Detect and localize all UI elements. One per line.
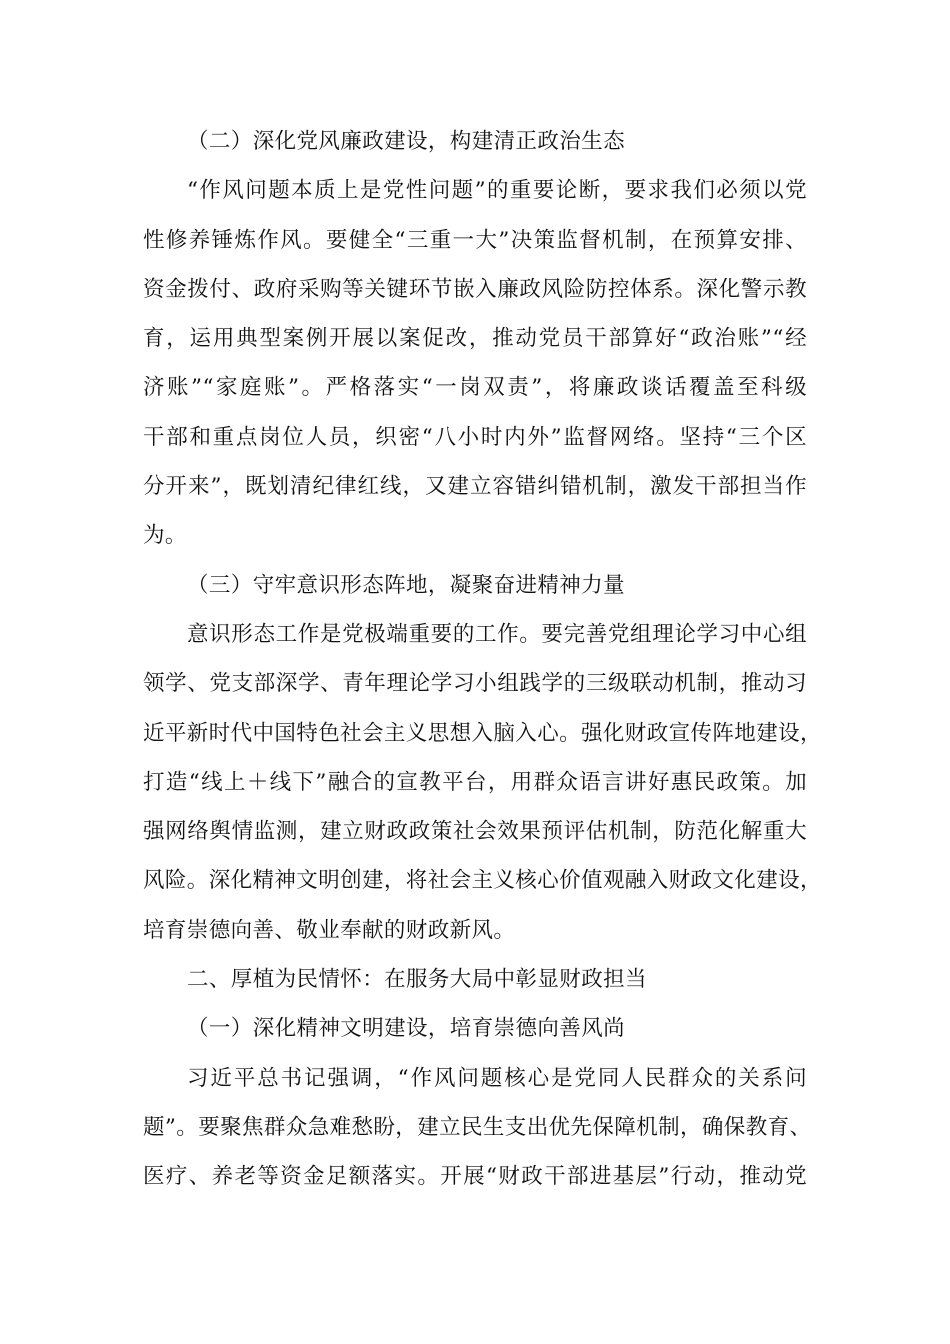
paragraph-line: 济账”“家庭账”。严格落实“一岗双责”，将廉政谈话覆盖至科级 [143,375,807,401]
subheading-3: （三）守牢意识形态阵地，凝聚奋进精神力量 [187,572,626,598]
paragraph-line: 为。 [143,523,187,549]
paragraph-line: “作风问题本质上是党性问题”的重要论断，要求我们必须以党 [187,178,807,204]
paragraph-line: 性修养锤炼作风。要健全“三重一大”决策监督机制，在预算安排、 [143,227,807,253]
paragraph-line: 干部和重点岗位人员，织密“八小时内外”监督网络。坚持“三个区 [143,424,807,450]
paragraph-line: 育，运用典型案例开展以案促改，推动党员干部算好“政治账”“经 [143,326,807,352]
subheading-2: （二）深化党风廉政建设，构建清正政治生态 [187,129,626,154]
paragraph-line: 资金拨付、政府采购等关键环节嵌入廉政风险防控体系。深化警示教 [143,276,807,302]
paragraph-ideology [143,617,822,962]
paragraph-line: 习近平总书记强调，“作风问题核心是党同人民群众的关系问 [187,1065,807,1091]
paragraph-line: 题”。要聚焦群众急难愁盼，建立民生支出优先保障机制，确保教育、 [143,1114,812,1140]
paragraph-line: 分开来”，既划清纪律红线，又建立容错纠错机制，激发干部担当作 [143,474,807,500]
document-body [143,124,822,1209]
paragraph-integrity [143,173,807,567]
paragraph-line: 打造“线上＋线下”融合的宣教平台，用群众语言讲好惠民政策。加 [143,769,807,795]
paragraph-line: 领学、党支部深学、青年理论学习小组践学的三级联动机制，推动习 [143,671,807,697]
paragraph-line: 意识形态工作是党极端重要的工作。要完善党组理论学习中心组 [187,621,807,647]
paragraph-people [143,1061,812,1209]
paragraph-line: 强网络舆情监测，建立财政政策社会效果预评估机制，防范化解重大 [143,819,807,845]
section-heading-2: 二、厚植为民情怀：在服务大局中彰显财政担当 [187,967,647,993]
paragraph-line: 培育崇德向善、敬业奉献的财政新风。 [143,917,516,943]
paragraph-line: 风险。深化精神文明创建，将社会主义核心价值观融入财政文化建设， [143,868,822,894]
subheading-1: （一）深化精神文明建设，培育崇德向善风尚 [187,1016,626,1042]
paragraph-line: 医疗、养老等资金足额落实。开展“财政干部进基层”行动，推动党 [143,1164,807,1190]
paragraph-line: 近平新时代中国特色社会主义思想入脑入心。强化财政宣传阵地建设， [143,720,822,746]
